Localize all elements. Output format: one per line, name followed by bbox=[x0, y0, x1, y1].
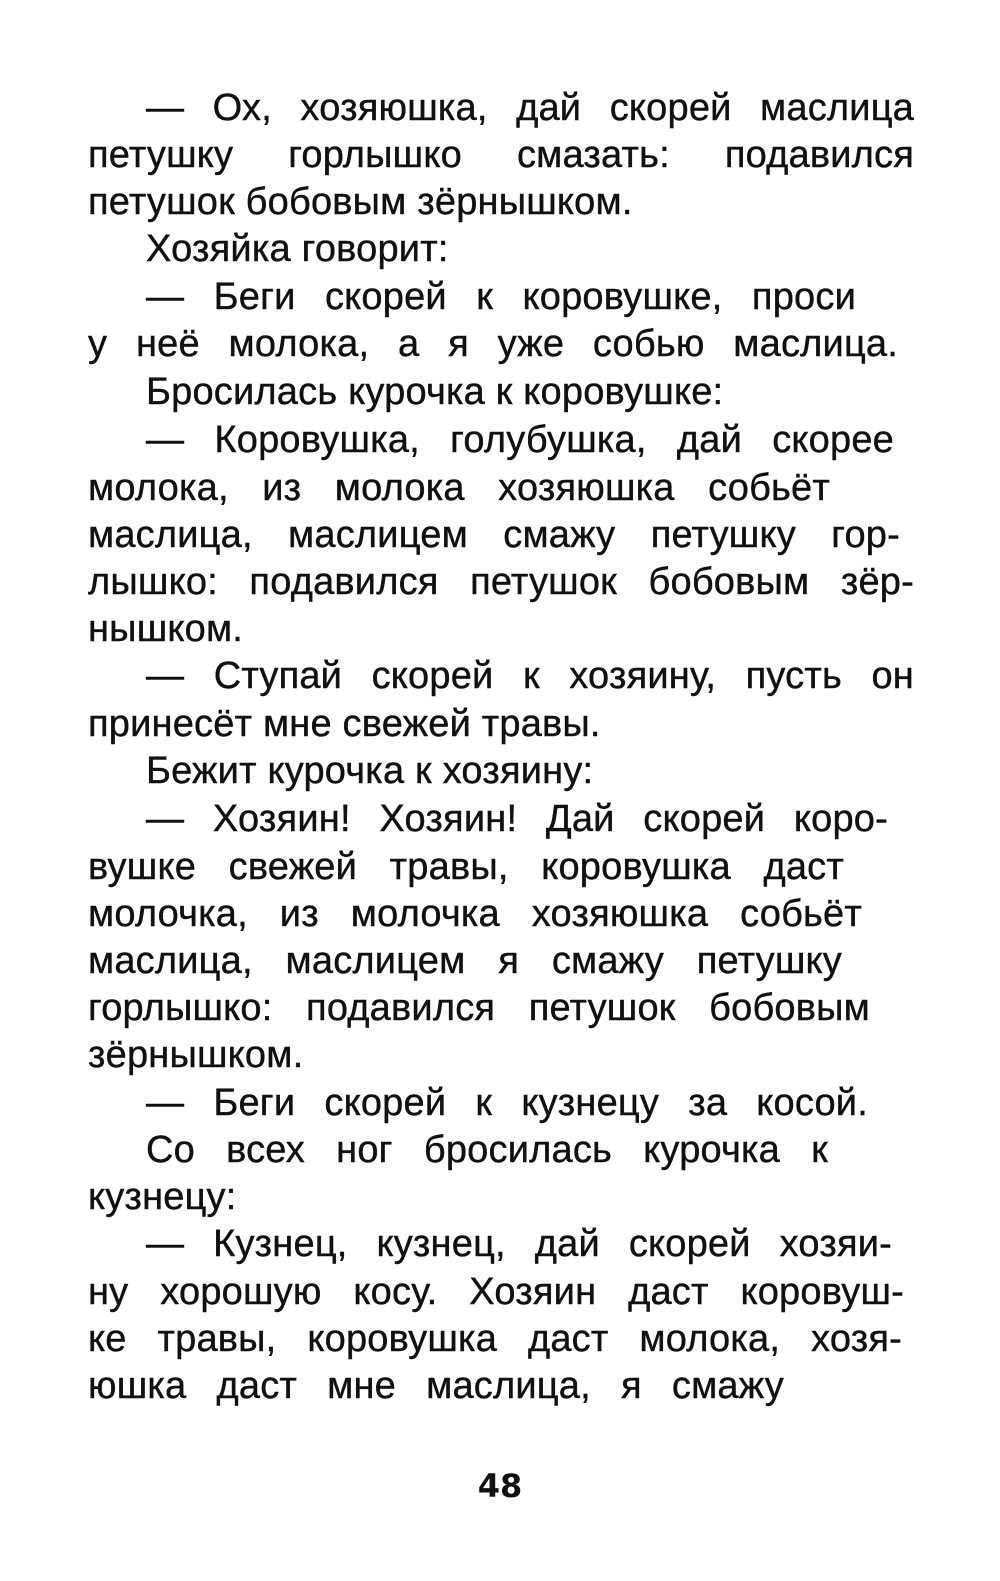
text-line: зёрнышком. bbox=[88, 1034, 304, 1076]
text-line: — Ох, хозяюшка, дай скорей маслица bbox=[146, 87, 914, 129]
text-line: Хозяйка говорит: bbox=[146, 228, 449, 270]
text-line: нышком. bbox=[88, 608, 244, 650]
page-number: 48 bbox=[477, 1467, 523, 1505]
text-line: — Коровушка, голубушка, дай скорее bbox=[146, 419, 894, 461]
text-line: маслица, маслицем я смажу петушку bbox=[88, 940, 842, 982]
text-line: ке травы, коровушка даст молока, хозя- bbox=[88, 1318, 902, 1360]
text-line: принесёт мне свежей травы. bbox=[88, 703, 601, 745]
text-line: — Беги скорей к кузнецу за косой. bbox=[146, 1082, 868, 1124]
text-line: вушке свежей травы, коровушка даст bbox=[88, 846, 844, 888]
text-line: Бросилась курочка к коровушке: bbox=[146, 371, 724, 413]
text-line: — Хозяин! Хозяин! Дай скорей коро- bbox=[146, 798, 888, 840]
text-line: петушку горлышко смазать: подавился bbox=[88, 134, 914, 176]
text-line: петушок бобовым зёрнышком. bbox=[88, 181, 633, 223]
text-line: ну хорошую косу. Хозяин даст коровуш- bbox=[88, 1271, 904, 1313]
text-line: молока, из молока хозяюшка собьёт bbox=[88, 467, 830, 509]
text-line: Со всех ног бросилась курочка к bbox=[146, 1129, 828, 1171]
text-line: юшка даст мне маслица, я смажу bbox=[88, 1365, 784, 1407]
text-line: — Беги скорей к коровушке, проси bbox=[146, 276, 856, 318]
text-line: — Кузнец, кузнец, дай скорей хозяи- bbox=[146, 1223, 892, 1265]
text-line: лышко: подавился петушок бобовым зёр- bbox=[88, 561, 914, 603]
text-line: Бежит курочка к хозяину: bbox=[146, 750, 594, 792]
text-line: горлышко: подавился петушок бобовым bbox=[88, 987, 870, 1029]
text-line: маслица, маслицем смажу петушку гор- bbox=[88, 514, 900, 556]
text-line: у неё молока, а я уже собью маслица. bbox=[88, 323, 898, 365]
text-line: молочка, из молочка хозяюшка собьёт bbox=[88, 893, 862, 935]
text-line: кузнецу: bbox=[88, 1176, 237, 1218]
text-line: — Ступай скорей к хозяину, пусть он bbox=[146, 655, 914, 697]
